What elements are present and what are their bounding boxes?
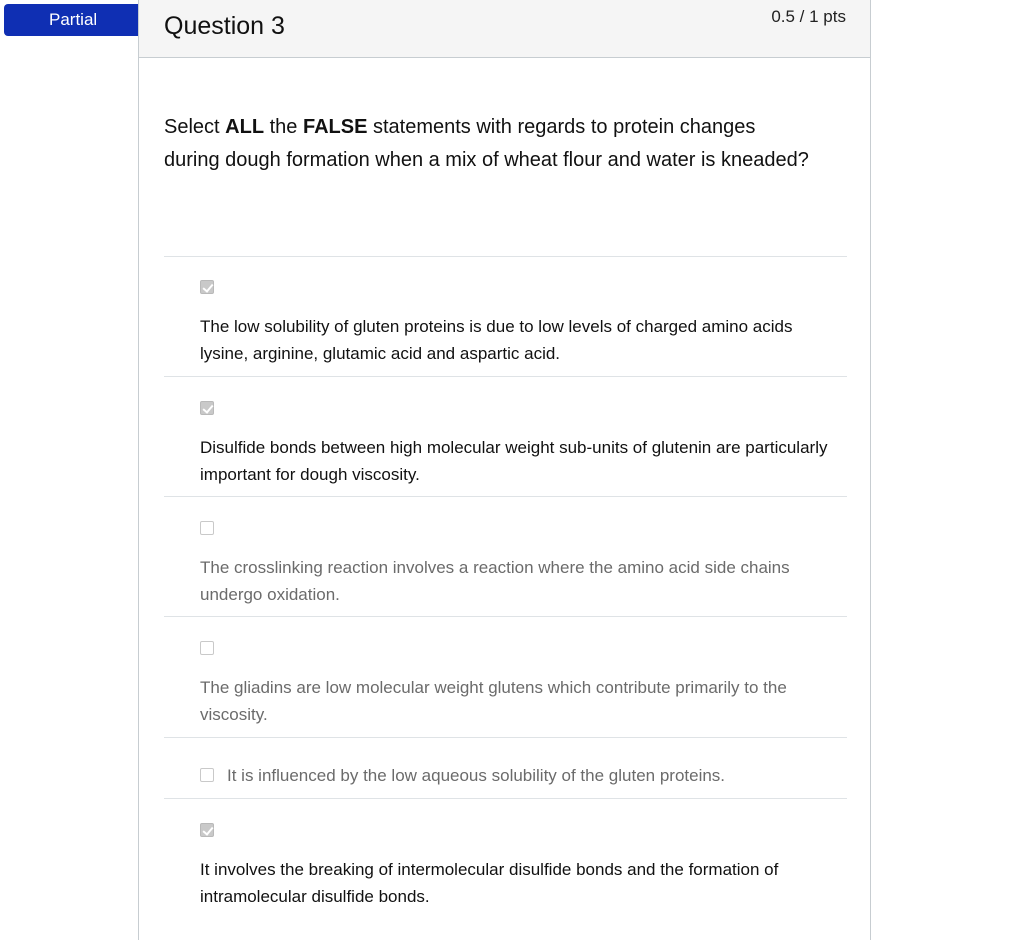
question-title: Question 3: [164, 12, 285, 40]
question-header: [139, 0, 870, 58]
answer-1-checkbox[interactable]: [200, 280, 214, 294]
prompt-emphasis-false: FALSE: [302, 116, 368, 138]
status-badge-label: Partial: [49, 10, 98, 29]
divider: [164, 376, 847, 377]
answer-4-checkbox[interactable]: [200, 641, 214, 655]
divider: [164, 737, 847, 738]
answer-3-checkbox[interactable]: [200, 521, 214, 535]
answer-6-checkbox[interactable]: [200, 823, 214, 837]
prompt-emphasis-all: ALL: [225, 116, 265, 138]
prompt-text-2: the: [264, 116, 303, 138]
status-badge: [4, 4, 141, 36]
divider: [164, 496, 847, 497]
question-card: [138, 0, 871, 940]
question-points: 0.5 / 1 pts: [771, 7, 846, 26]
answer-5-checkbox[interactable]: [200, 768, 214, 782]
divider: [164, 798, 847, 799]
prompt-text-1: Select: [164, 116, 226, 138]
answer-5-label[interactable]: It is influenced by the low aqueous solubility of the gluten proteins.: [227, 766, 726, 785]
divider: [164, 256, 847, 257]
answer-2-label[interactable]: Disulfide bonds between high molecular weight sub-units of glutenin are particularly important for dough viscosity.: [200, 438, 828, 484]
prompt-text-3: statements with regards to protein changes during dough formation when a mix of wheat flour and water is kneaded?: [164, 116, 809, 171]
answer-6-label[interactable]: It involves the breaking of intermolecular disulfide bonds and the formation of intramolecular disulfide bonds.: [200, 860, 779, 906]
answer-4-label[interactable]: The gliadins are low molecular weight glutens which contribute primarily to the viscosity.: [200, 678, 787, 724]
answer-1-label[interactable]: The low solubility of gluten proteins is due to low levels of charged amino acids lysine, arginine, glutamic acid and aspartic acid.: [200, 317, 793, 363]
answer-3-label[interactable]: The crosslinking reaction involves a reaction where the amino acid side chains undergo oxidation.: [200, 558, 790, 604]
question-prompt: [164, 111, 814, 177]
answer-2-checkbox[interactable]: [200, 401, 214, 415]
divider: [164, 616, 847, 617]
